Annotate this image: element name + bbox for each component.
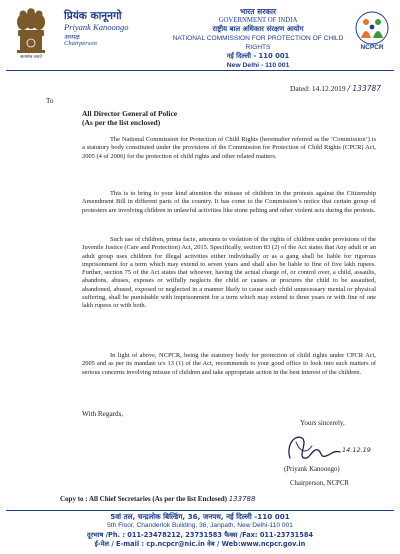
chairperson-title-hindi: अध्यक्ष	[64, 33, 80, 41]
national-emblem	[14, 8, 48, 60]
closing: With Regards,	[82, 410, 124, 418]
copy-to	[60, 495, 255, 503]
header-divider	[6, 70, 394, 71]
ncpcr-logo	[352, 10, 392, 46]
commission-hindi: राष्ट्रीय बाल अधिकार संरक्षण आयोग	[212, 25, 304, 33]
paragraph-1: The National Commission for Protection of Child Rights (hereinafter referred as the ‘Commission’) is a statutory body constituted under the provisions of the Commission for Protection of Child Rights (CPCR) Act, 2005 (4 of 2006) for the protection of child rights and other related matters.	[82, 136, 376, 160]
paragraph-3: Such use of children, prima facie, amounts to violation of the rights of children under provisions of the Juvenile Justice (Care and Protection) Act, 2015. Specifically, section 83 (2) of the Act states that Any adult or an adult group uses children for illegal activities either individually or as a gang shall be liable for rigorous imprisonment for a term which may extend to seven years and shall also be liable to fine of five lakh rupees. Further, section 75 of the Act states that whoever, having the actual charge of, or control over, a child, assaults, abandons, abuses, exposes or wilfully neglects the child or causes or procures the child to be assaulted, abandoned, abused, exposed or neglected in a manner likely to cause such child unnecessary mental or physical suffering, shall be punishable with imprisonment for a term which may extend to three years or with fine of one lakh rupees or with both.	[82, 236, 376, 310]
emblem-caption: सत्यमेव जयते	[20, 54, 42, 59]
footer-phone-fax: दूरभाष /Ph. : 011-23478212, 23731583 फैक्स /Fax: 011-23731584	[86, 530, 314, 539]
paragraph-4: In light of above, NCPCR, being the statutory body for protection of child rights under CPCR Act, 2005 and as per its mandate u/s 13 (1) of the Act, recommends to your good office to look into such matters of serious concerns involving misuse of children and take appropriate action in the best interest of the children.	[82, 352, 376, 376]
chairperson-name: Priyank Kanoongo	[64, 22, 129, 32]
signature-date: 14.12.19	[342, 446, 371, 454]
city-english: New Delhi - 110 001	[226, 62, 290, 69]
chairperson-title: Chairperson	[64, 40, 97, 47]
yours-sincerely: Yours sincerely,	[300, 419, 345, 427]
signatory-name: (Priyank Kanoongo)	[284, 466, 340, 473]
letter-date	[290, 84, 381, 93]
paragraph-2: This is to bring to your kind attention the misuse of children in the protests against the Citizenship Amendment Bill in different parts of the country. It has come to the Commission’s notice that certain group of protesters are involving children in unlawful activities like stone pelting and other violent acts during the protests.	[82, 190, 376, 214]
logo-text: NCPCR	[360, 44, 384, 51]
copy-label: Copy to : All Chief Secretaries (As per the list Enclosed)	[60, 495, 227, 503]
government-header	[168, 7, 348, 70]
footer-address-hindi: 5वां तल, चन्द्रलोक बिल्डिंग, 36, जनपथ, नई दिल्ली -110 001	[110, 512, 290, 521]
handwritten-ref: / 133787	[347, 84, 382, 93]
addressee: All Director General of Police	[82, 109, 178, 118]
footer-address-english: 5th Floor, Chanderlok Building, 36, Janpath, New Delhi-110 001	[107, 522, 293, 530]
commission-english: NATIONAL COMMISSION FOR PROTECTION OF CHILD RIGHTS	[172, 35, 344, 51]
footer	[0, 512, 400, 550]
addressee-note: (As per the list enclosed)	[82, 118, 161, 127]
gov-english: GOVERNMENT OF INDIA	[218, 17, 298, 24]
footer-email-web: ई-मेल / E-mail : cp.ncpcr@nic.in वेब / Web:www.ncpcr.gov.in	[94, 540, 306, 549]
footer-divider	[6, 510, 394, 511]
dated-label: Dated: 14.12.2019	[290, 84, 346, 93]
chairperson-name-hindi: प्रियंक कानूनगो	[64, 10, 122, 22]
signatory-role: Chairperson, NCPCR	[290, 480, 349, 487]
city-hindi: नई दिल्ली - 110 001	[226, 52, 290, 60]
to-label: To	[46, 97, 54, 105]
gov-hindi: भारत सरकार	[239, 7, 277, 16]
copy-ref-handwritten: 133788	[228, 495, 256, 503]
